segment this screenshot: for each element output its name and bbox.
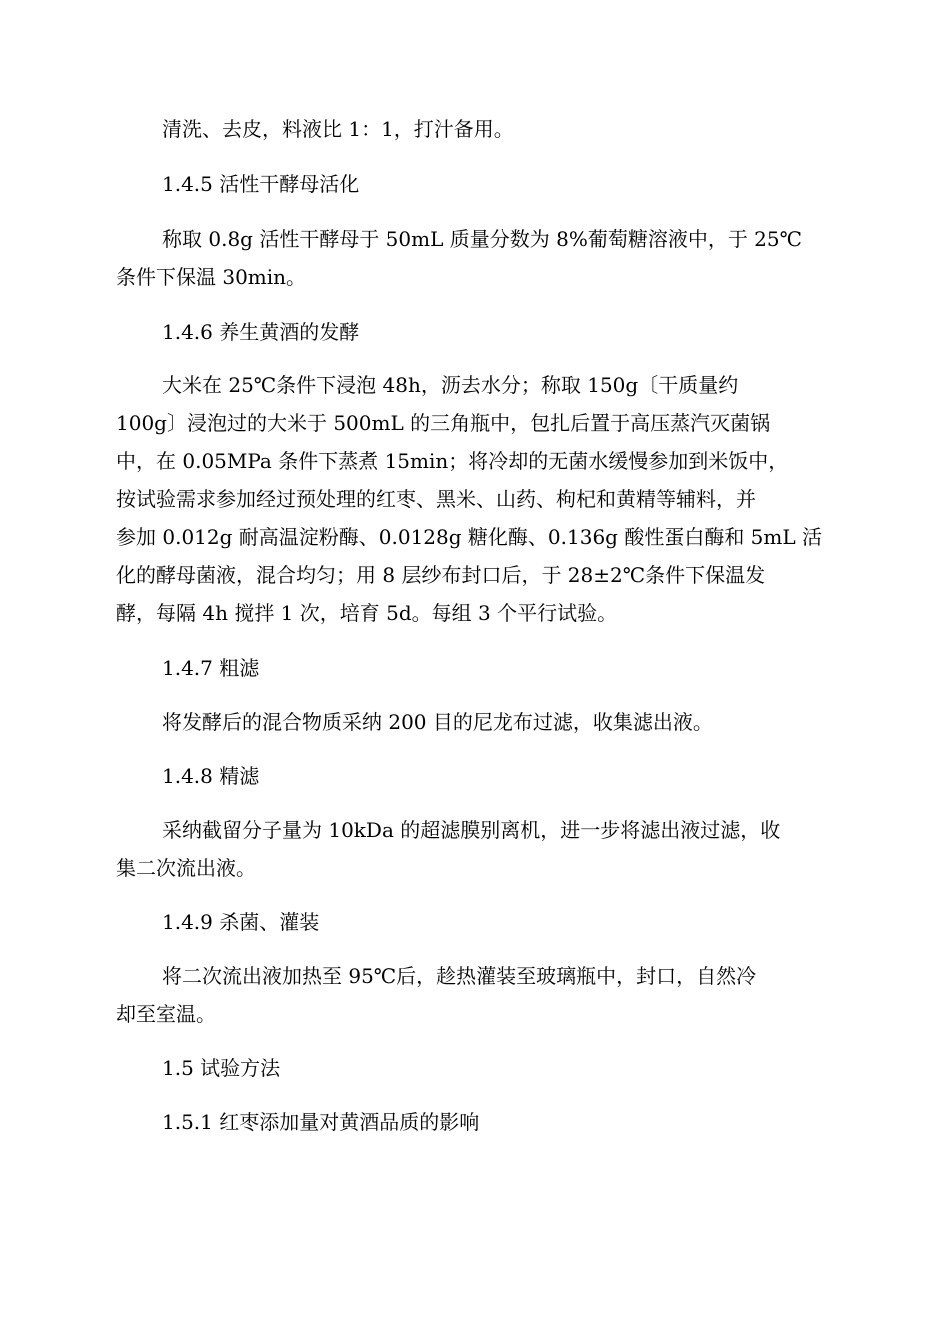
paragraph-line: 将发酵后的混合物质采纳 200 目的尼龙布过滤，收集滤出液。	[162, 710, 713, 734]
paragraph-line: 称取 0.8g 活性干酵母于 50mL 质量分数为 8%葡萄糖溶液中，于 25℃	[162, 227, 802, 251]
paragraph-line: 100g〕浸泡过的大米于 500mL 的三角瓶中，包扎后置于高压蒸汽灭菌锅	[116, 411, 771, 435]
paragraph-line: 参加 0.012g 耐高温淀粉酶、0.0128g 糖化酶、0.136g 酸性蛋白酶和 5mL 活	[116, 525, 823, 549]
paragraph-line: 清洗、去皮，料液比 1：1，打汁备用。	[162, 117, 514, 141]
section-heading: 1.5.1 红枣添加量对黄酒品质的影响	[162, 1110, 480, 1134]
section-heading: 1.4.7 粗滤	[162, 656, 260, 680]
paragraph-line: 条件下保温 30min。	[116, 265, 307, 289]
paragraph-line: 将二次流出液加热至 95℃后，趁热灌装至玻璃瓶中，封口，自然冷	[162, 964, 757, 988]
section-heading: 1.5 试验方法	[162, 1056, 281, 1080]
paragraph-line: 大米在 25℃条件下浸泡 48h，沥去水分；称取 150g〔干质量约	[162, 373, 739, 397]
paragraph-line: 按试验需求参加经过预处理的红枣、黑米、山药、枸杞和黄精等辅料，并	[116, 487, 756, 511]
section-heading: 1.4.5 活性干酵母活化	[162, 172, 360, 196]
paragraph-line: 中，在 0.05MPa 条件下蒸煮 15min；将冷却的无菌水缓慢参加到米饭中，	[116, 449, 789, 473]
paragraph-line: 化的酵母菌液，混合均匀；用 8 层纱布封口后，于 28±2℃条件下保温发	[116, 563, 766, 587]
section-heading: 1.4.8 精滤	[162, 764, 260, 788]
section-heading: 1.4.9 杀菌、灌装	[162, 910, 320, 934]
paragraph-line: 酵，每隔 4h 搅拌 1 次，培育 5d。每组 3 个平行试验。	[116, 601, 618, 625]
paragraph-line: 集二次流出液。	[116, 856, 256, 880]
section-heading: 1.4.6 养生黄酒的发酵	[162, 320, 360, 344]
paragraph-line: 却至室温。	[116, 1002, 216, 1026]
paragraph-line: 采纳截留分子量为 10kDa 的超滤膜别离机，进一步将滤出液过滤，收	[162, 818, 781, 842]
